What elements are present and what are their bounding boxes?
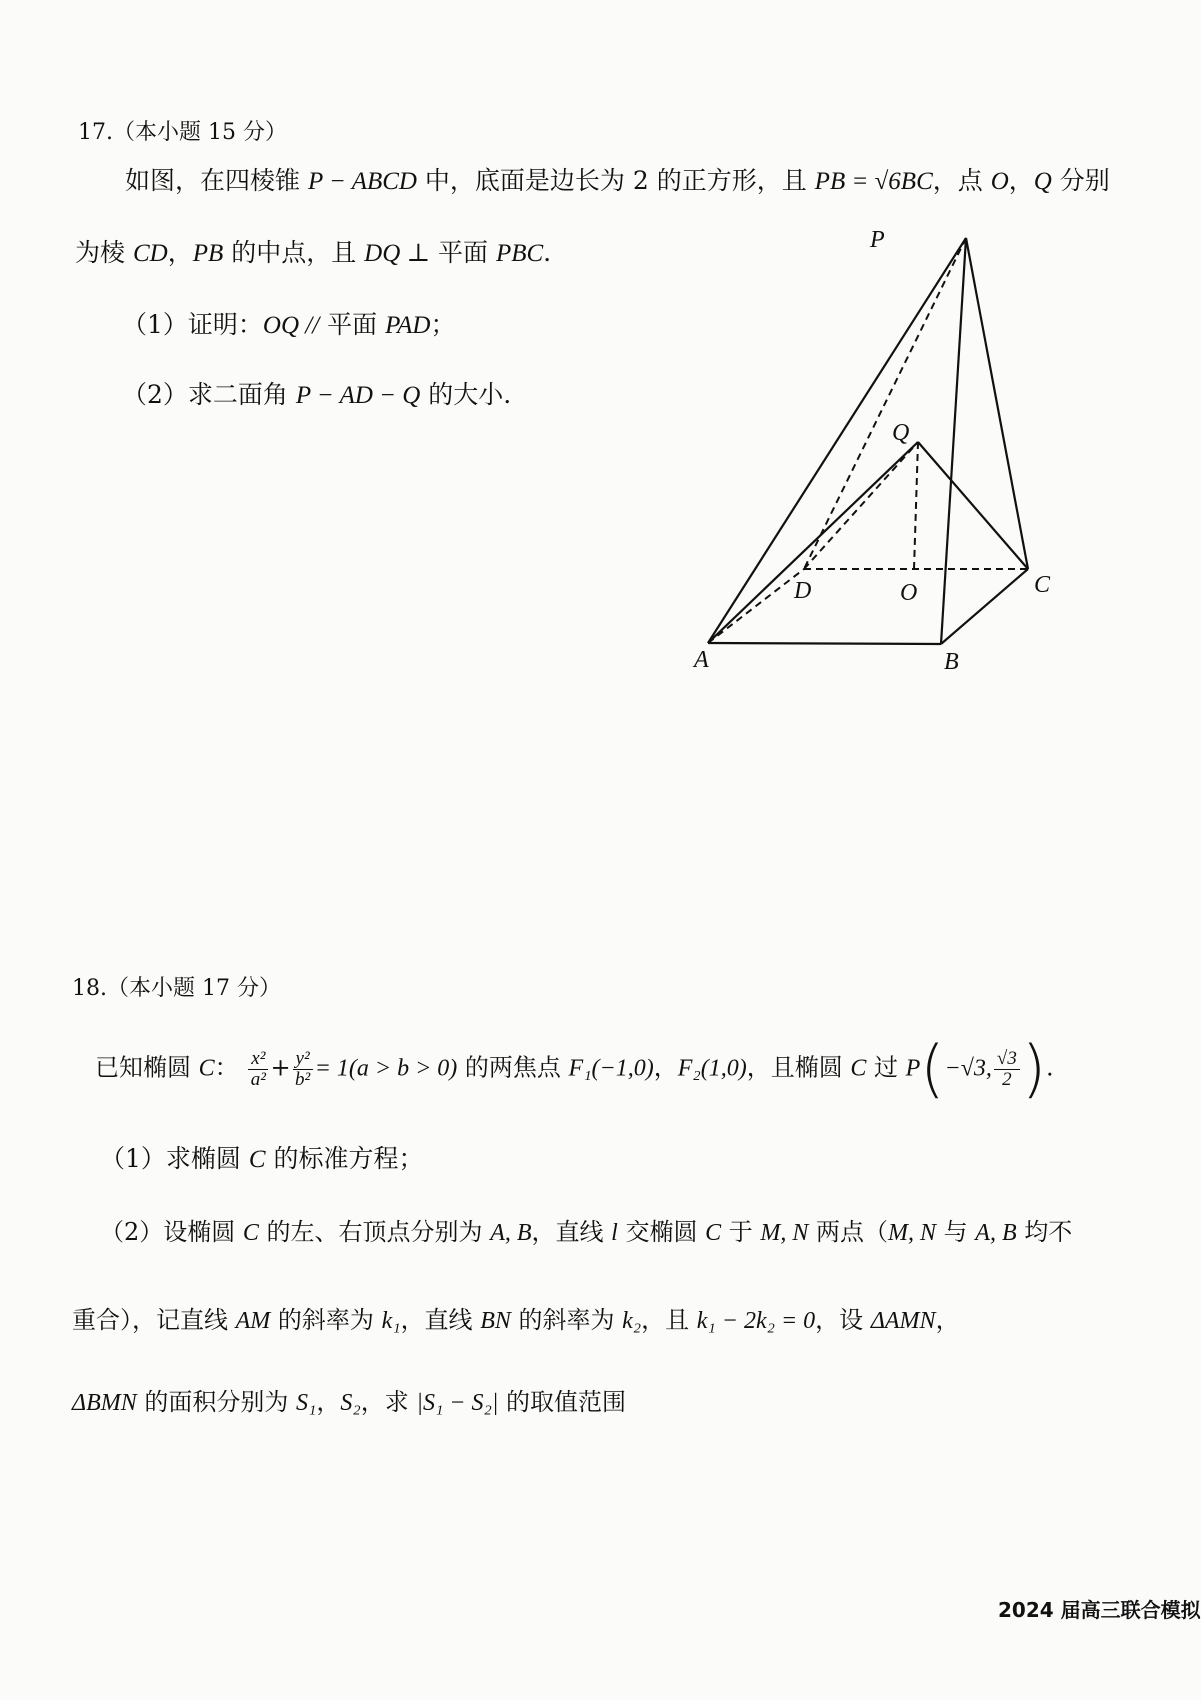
text: 的左、右顶点分别为: [258, 1218, 491, 1246]
q18-part1: [100, 1144, 424, 1175]
edge-AQ: [708, 442, 918, 643]
text: 交椭圆: [617, 1218, 706, 1246]
q18-part2-line1: [100, 1218, 1072, 1248]
text: 与: [936, 1218, 976, 1246]
math: A, B: [975, 1220, 1017, 1246]
numerator: y²: [293, 1049, 313, 1070]
text: .: [543, 238, 552, 267]
math: C: [705, 1220, 722, 1246]
text: 平面: [430, 238, 496, 267]
math: ΔAMN: [870, 1308, 936, 1334]
text: 已知椭圆: [95, 1053, 199, 1082]
paren-right: ): [1021, 1032, 1047, 1105]
q18-header: 18.（本小题 17 分）: [72, 976, 281, 1001]
text: ，点: [932, 166, 991, 195]
text: 过: [866, 1053, 906, 1082]
text: ，且椭圆: [746, 1053, 851, 1082]
math: M, N: [888, 1220, 937, 1246]
text: ；: [430, 310, 456, 339]
q18-part2-line3: [72, 1388, 626, 1418]
label-B: B: [944, 649, 959, 675]
label-C: C: [1034, 572, 1051, 598]
math: l: [611, 1220, 618, 1246]
q17-statement-line2: [75, 238, 551, 269]
math: = 1(a > b > 0): [314, 1055, 458, 1082]
math: S₂: [340, 1390, 361, 1416]
text: 的大小.: [420, 380, 512, 409]
fraction-y2-b2: [293, 1049, 313, 1090]
math: DQ ⊥: [364, 240, 431, 267]
label-P: P: [870, 227, 885, 253]
text: 分别: [1051, 166, 1110, 195]
text: ，且: [641, 1306, 697, 1334]
denominator: 2: [1002, 1068, 1012, 1090]
math: P − AD − Q: [295, 382, 421, 409]
text: 中，底面是边长为 2 的正方形，且: [416, 166, 815, 195]
math: Q: [1033, 168, 1052, 195]
math: C: [198, 1055, 215, 1082]
text: 为棱: [75, 238, 133, 267]
math: k₁: [381, 1308, 401, 1334]
math: PAD: [385, 312, 431, 339]
math: M, N: [760, 1220, 809, 1246]
text: .: [1046, 1053, 1054, 1082]
text: 如图，在四棱锥: [125, 166, 308, 195]
q17-part1: [122, 310, 455, 341]
denominator: b²: [295, 1068, 311, 1090]
math: k₁ − 2k₂ = 0: [696, 1308, 816, 1334]
math: |S₁ − S₂|: [416, 1390, 499, 1416]
math: C: [242, 1220, 259, 1246]
edge-BC: [941, 569, 1028, 644]
text: ，设: [815, 1306, 871, 1334]
text: ，: [935, 1306, 960, 1334]
math: OQ //: [262, 312, 320, 339]
text: ，直线: [400, 1306, 481, 1334]
math: F₂(1,0): [677, 1055, 747, 1082]
math: −√3,: [944, 1055, 992, 1082]
math: C: [248, 1146, 266, 1173]
edge-PC: [966, 238, 1028, 569]
math: PB: [192, 240, 224, 267]
edge-QC: [918, 442, 1028, 569]
math: O: [990, 168, 1009, 195]
math: PB = √6BC: [814, 168, 933, 195]
q18-statement-line1: [95, 1032, 1054, 1106]
text: ，: [316, 1388, 341, 1416]
math: AM: [235, 1308, 271, 1334]
text: （2）设椭圆: [100, 1218, 243, 1246]
text: ，求: [360, 1388, 417, 1416]
numerator: √3: [994, 1049, 1020, 1070]
math: ΔBMN: [72, 1390, 137, 1416]
denominator: a²: [250, 1068, 266, 1090]
page-footer: 2024 届高三联合模拟: [998, 1598, 1201, 1622]
text: 两点（: [808, 1218, 889, 1246]
edge-OQ-hidden: [914, 442, 918, 569]
edge-AB: [708, 643, 941, 644]
fraction-x2-a2: [248, 1049, 268, 1090]
text: 均不: [1016, 1218, 1073, 1246]
math: CD: [132, 240, 168, 267]
text: 的斜率为: [270, 1306, 382, 1334]
label-D: D: [794, 578, 812, 604]
q17-statement-line1: [125, 166, 1110, 197]
pyramid-figure: [694, 227, 1120, 735]
q17-header: 17.（本小题 15 分）: [78, 120, 287, 145]
text: 的取值范围: [498, 1388, 627, 1416]
math: P: [905, 1055, 921, 1082]
math: A, B: [490, 1220, 532, 1246]
q17-part2: [122, 380, 511, 411]
text: 的标准方程；: [265, 1144, 424, 1173]
math: F₁(−1,0): [568, 1055, 654, 1082]
text: 重合），记直线: [72, 1306, 236, 1334]
text: ，: [653, 1053, 678, 1082]
plus: +: [270, 1053, 291, 1082]
label-Q: Q: [892, 420, 910, 446]
math: PBC: [495, 240, 544, 267]
math: BN: [480, 1308, 511, 1334]
q18-part2-line2: [72, 1306, 960, 1336]
text: 平面: [319, 310, 386, 339]
edge-PB: [941, 238, 966, 644]
math: S₁: [296, 1390, 317, 1416]
math: C: [850, 1055, 867, 1082]
text: ，: [1008, 166, 1034, 195]
label-A: A: [694, 647, 709, 673]
fraction-sqrt3-2: [994, 1049, 1020, 1090]
text: 的斜率为: [510, 1306, 623, 1334]
text: ，直线: [531, 1218, 612, 1246]
numerator: x²: [248, 1049, 268, 1070]
text: （1）证明：: [122, 310, 263, 339]
paren-left: (: [920, 1032, 945, 1105]
text: 的面积分别为: [136, 1388, 297, 1416]
text: （1）求椭圆: [100, 1144, 249, 1173]
text: ：: [214, 1053, 239, 1082]
text: ，: [167, 238, 193, 267]
math: P − ABCD: [307, 168, 417, 195]
edge-PA: [708, 238, 966, 643]
edge-PD-hidden: [804, 238, 966, 569]
math: k₂: [622, 1308, 642, 1334]
text: 的中点，且: [223, 238, 365, 267]
text: 于: [721, 1218, 761, 1246]
label-O: O: [900, 580, 918, 606]
text: 的两焦点: [457, 1053, 569, 1082]
text: （2）求二面角: [122, 380, 296, 409]
edge-DQ-hidden: [804, 442, 918, 569]
edge-AD-hidden: [708, 569, 804, 643]
